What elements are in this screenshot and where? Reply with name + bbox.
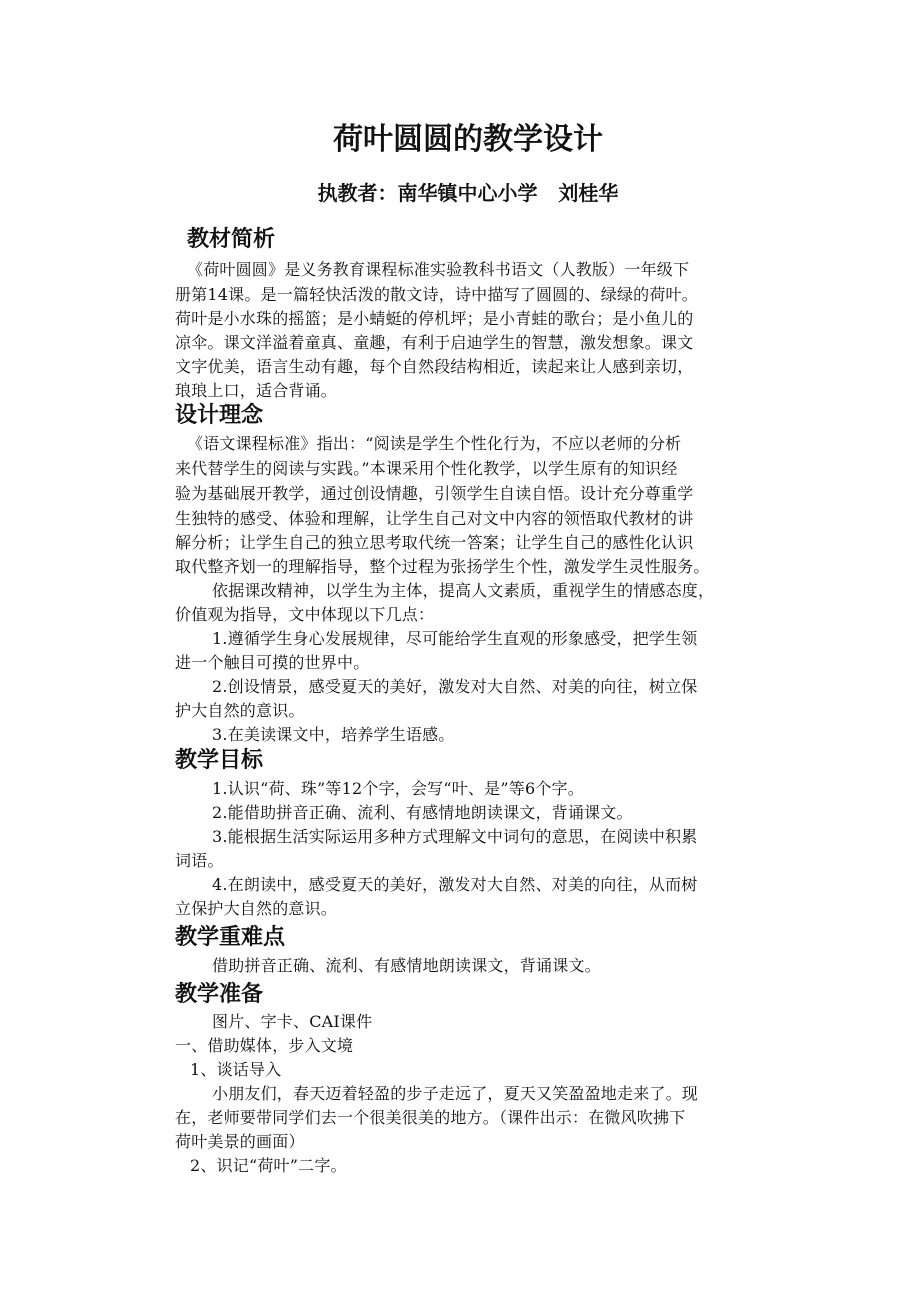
paragraph-line: 一、借助媒体，步入文境 xyxy=(175,1036,354,1055)
section-heading-textbook-analysis: 教材简析 xyxy=(187,227,276,252)
paragraph-line: 2、识记“荷叶”二字。 xyxy=(190,1156,347,1175)
paragraph-line: 1、谈话导入 xyxy=(190,1060,282,1079)
paragraph-line: 护大自然的意识。 xyxy=(175,701,305,720)
paragraph-line: 荷叶是小水珠的摇篮；是小蜻蜓的停机坪；是小青蛙的歌台；是小鱼儿的 xyxy=(175,309,694,328)
section-heading-preparation: 教学准备 xyxy=(175,982,264,1007)
paragraph-line: 价值观为指导，文中体现以下几点： xyxy=(175,605,435,624)
paragraph-line: 在，老师要带同学们去一个很美很美的地方。（课件出示：在微风吹拂下 xyxy=(175,1108,686,1127)
paragraph-line: 3.能根据生活实际运用多种方式理解文中词句的意思，在阅读中积累 xyxy=(212,827,698,846)
section-heading-design-concept: 设计理念 xyxy=(175,403,264,428)
paragraph-line: 进一个触目可摸的世界中。 xyxy=(175,653,370,672)
paragraph-line: 文字优美，语言生动有趣，每个自然段结构相近，读起来让人感到亲切， xyxy=(175,357,694,376)
paragraph-line: 琅琅上口，适合背诵。 xyxy=(175,381,338,400)
paragraph-line: 生独特的感受、体验和理解，让学生自己对文中内容的领悟取代教材的讲 xyxy=(175,509,694,528)
paragraph-line: 2.能借助拼音正确、流利、有感情地朗读课文，背诵课文。 xyxy=(212,803,633,822)
paragraph-line: 荷叶美景的画面） xyxy=(175,1132,305,1151)
document-subtitle: 执教者：南华镇中心小学 刘桂华 xyxy=(317,181,619,205)
paragraph-line: 3.在美读课文中，培养学生语感。 xyxy=(212,725,455,744)
paragraph-line: 1.认识“荷、珠”等12个字，会写“叶、是”等6个字。 xyxy=(212,779,584,798)
section-heading-key-points: 教学重难点 xyxy=(175,925,286,950)
paragraph-line: 凉伞。课文洋溢着童真、童趣，有利于启迪学生的智慧，激发想象。课文 xyxy=(175,333,694,352)
paragraph-line: 图片、字卡、CAI课件 xyxy=(212,1012,373,1031)
paragraph-line: 小朋友们，春天迈着轻盈的步子走远了，夏天又笑盈盈地走来了。现 xyxy=(212,1084,699,1103)
paragraph-line: 验为基础展开教学，通过创设情趣，引领学生自读自悟。设计充分尊重学 xyxy=(175,484,694,503)
paragraph-line: 来代替学生的阅读与实践。”本课采用个性化教学，以学生原有的知识经 xyxy=(175,459,678,478)
paragraph-line: 4.在朗读中，感受夏天的美好，激发对大自然、对美的向往，从而树 xyxy=(212,875,698,894)
paragraph-line: 词语。 xyxy=(175,851,224,870)
paragraph-line: 依据课改精神，以学生为主体，提高人文素质，重视学生的情感态度， xyxy=(212,581,715,600)
paragraph-line: 解分析；让学生自己的独立思考取代统一答案；让学生自己的感性化认识 xyxy=(175,533,694,552)
paragraph-line: 1.遵循学生身心发展规律，尽可能给学生直观的形象感受，把学生领 xyxy=(212,629,698,648)
paragraph-line: 取代整齐划一的理解指导，整个过程为张扬学生个性，激发学生灵性服务。 xyxy=(175,557,710,576)
paragraph-line: 《荷叶圆圆》是义务教育课程标准实验教科书语文（人教版）一年级下 xyxy=(187,260,690,279)
paragraph-line: 册第14课。是一篇轻快活泼的散文诗，诗中描写了圆圆的、绿绿的荷叶。 xyxy=(175,285,698,304)
paragraph-line: 借助拼音正确、流利、有感情地朗读课文，背诵课文。 xyxy=(212,956,601,975)
paragraph-line: 立保护大自然的意识。 xyxy=(175,899,338,918)
document-title: 荷叶圆圆的教学设计 xyxy=(333,122,603,157)
paragraph-line: 2.创设情景，感受夏天的美好，激发对大自然、对美的向往，树立保 xyxy=(212,677,698,696)
section-heading-teaching-goals: 教学目标 xyxy=(175,748,264,773)
paragraph-line: 《语文课程标准》指出：“阅读是学生个性化行为，不应以老师的分析 xyxy=(187,434,682,453)
